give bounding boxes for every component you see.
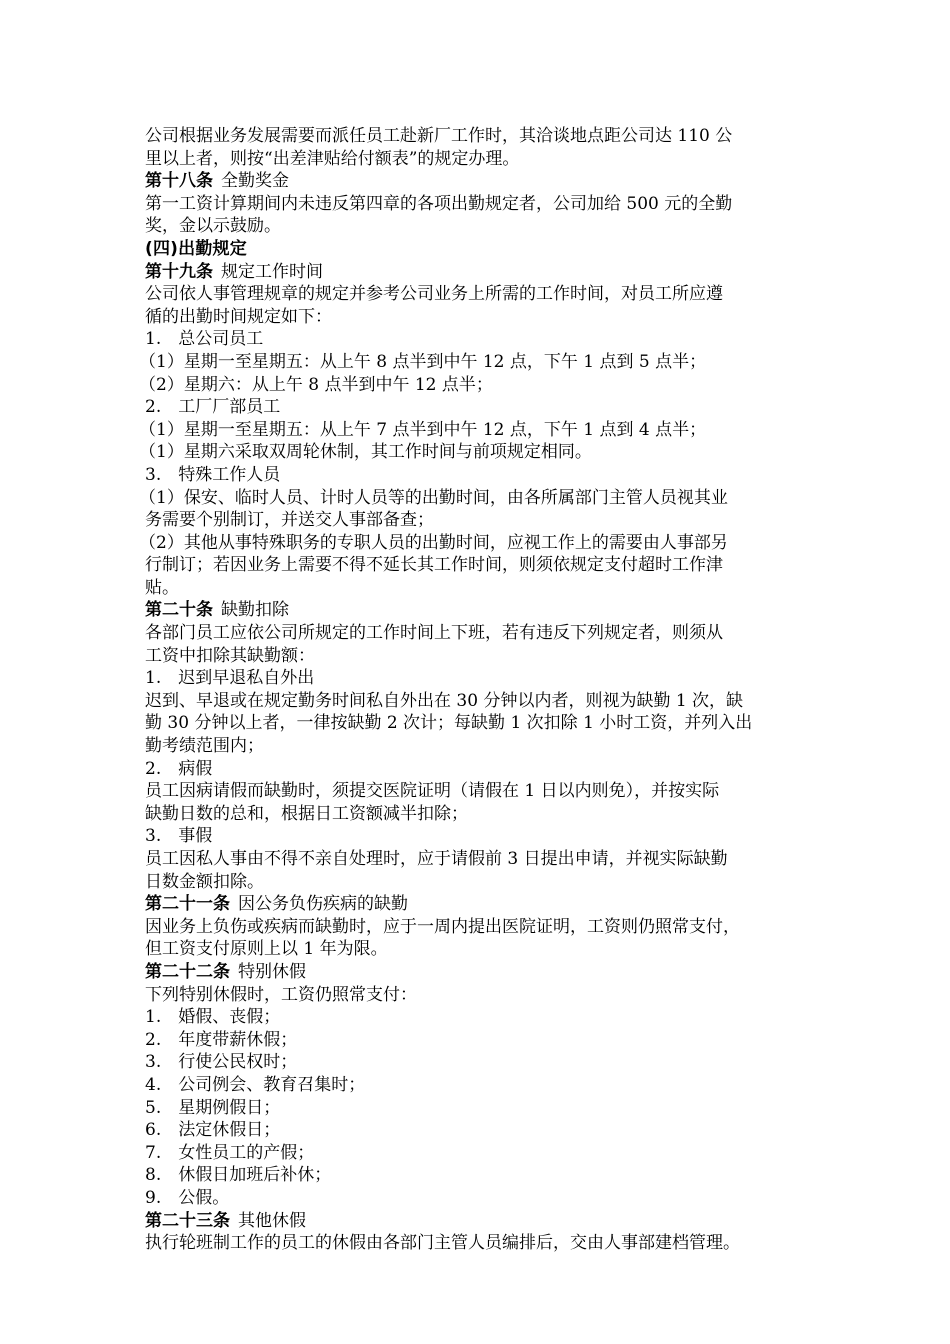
article-number: 第二十条	[145, 600, 213, 621]
paragraph-line: 1. 总公司员工	[145, 329, 264, 350]
paragraph-line: 6. 法定休假日；	[145, 1120, 281, 1141]
paragraph-line: 勤考绩范围内；	[145, 736, 264, 757]
paragraph-line: 2. 工厂厂部员工	[145, 397, 281, 418]
paragraph-line: 第一工资计算期间内未违反第四章的各项出勤规定者，公司加给 500 元的全勤	[145, 193, 733, 214]
article-heading	[145, 961, 810, 984]
paragraph-line: 公司依人事管理规章的规定并参考公司业务上所需的工作时间，对员工所应遵	[145, 284, 723, 305]
paragraph-line: 但工资支付原则上以 1 年为限。	[145, 939, 388, 960]
paragraph-line: 1. 迟到早退私自外出	[145, 668, 315, 689]
paragraph-line: 4. 公司例会、教育召集时；	[145, 1074, 366, 1095]
article-title: 缺勤扣除	[221, 600, 289, 621]
paragraph-line: 迟到、早退或在规定勤务时间私自外出在 30 分钟以内者，则视为缺勤 1 次，缺	[145, 690, 744, 711]
paragraph-line: 2. 年度带薪休假；	[145, 1029, 298, 1050]
article-number: 第二十三条	[145, 1210, 230, 1231]
paragraph-line: 员工因病请假而缺勤时，须提交医院证明（请假在 1 日以内则免），并按实际	[145, 781, 720, 802]
paragraph-line: （1）星期一至星期五：从上午 8 点半到中午 12 点，下午 1 点到 5 点半；	[139, 351, 707, 372]
paragraph-line: 9. 公假。	[145, 1187, 230, 1208]
paragraph-line: 循的出勤时间规定如下：	[145, 306, 332, 327]
article-heading	[145, 599, 810, 622]
paragraph-line: （2）其他从事特殊职务的专职人员的出勤时间，应视工作上的需要由人事部另	[139, 532, 728, 553]
article-heading	[145, 1210, 810, 1233]
article-number: 第二十一条	[145, 894, 230, 915]
paragraph-line: （2）星期六：从上午 8 点半到中午 12 点半；	[139, 374, 493, 395]
paragraph-line: 8. 休假日加班后补休；	[145, 1165, 332, 1186]
paragraph-line: （1）星期一至星期五：从上午 7 点半到中午 12 点，下午 1 点到 4 点半；	[139, 419, 707, 440]
paragraph-line: 5. 星期例假日；	[145, 1097, 281, 1118]
article-title: 其他休假	[238, 1210, 306, 1231]
paragraph-line: 缺勤日数的总和，根据日工资额减半扣除；	[145, 803, 468, 824]
article-title: 因公务负伤疾病的缺勤	[238, 894, 408, 915]
paragraph-line: 员工因私人事由不得不亲自处理时，应于请假前 3 日提出申请，并视实际缺勤	[145, 849, 728, 869]
paragraph-line: 日数金额扣除。	[145, 871, 264, 892]
article-number: 第十九条	[145, 261, 213, 282]
paragraph-line: 因业务上负伤或疾病而缺勤时，应于一周内提出医院证明，工资则仍照常支付，	[145, 916, 740, 937]
paragraph-line: 7. 女性员工的产假；	[145, 1142, 315, 1163]
paragraph-line: 里以上者，则按“出差津贴给付额表”的规定办理。	[145, 148, 520, 169]
paragraph-line: 行制订；若因业务上需要不得不延长其工作时间，则须依规定支付超时工作津	[145, 555, 723, 576]
paragraph-line: 下列特别休假时，工资仍照常支付：	[145, 984, 417, 1005]
paragraph-line: （1）星期六采取双周轮休制，其工作时间与前项规定相同。	[139, 442, 592, 463]
article-heading	[145, 170, 810, 193]
paragraph-line: 3. 特殊工作人员	[145, 464, 281, 485]
paragraph-line: 3. 事假	[145, 826, 213, 847]
paragraph-line: 3. 行使公民权时；	[145, 1052, 298, 1073]
section-heading: (四)出勤规定	[145, 238, 247, 259]
paragraph-line: 工资中扣除其缺勤额：	[145, 645, 315, 666]
paragraph-line: 务需要个别制订，并送交人事部备查；	[145, 510, 434, 531]
paragraph-line: 2. 病假	[145, 758, 213, 779]
article-heading	[145, 261, 810, 284]
paragraph-line: 奖，金以示鼓励。	[145, 216, 281, 237]
article-title: 特别休假	[238, 961, 306, 982]
paragraph-line: （1）保安、临时人员、计时人员等的出勤时间，由各所属部门主管人员视其业	[139, 487, 728, 508]
article-heading	[145, 893, 810, 916]
article-title: 全勤奖金	[221, 171, 289, 192]
paragraph-line: 各部门员工应依公司所规定的工作时间上下班，若有违反下列规定者，则须从	[145, 623, 723, 644]
paragraph-line: 执行轮班制工作的员工的休假由各部门主管人员编排后，交由人事部建档管理。	[145, 1233, 740, 1254]
article-number: 第二十二条	[145, 961, 230, 982]
paragraph-line: 1. 婚假、丧假；	[145, 1007, 281, 1028]
article-number: 第十八条	[145, 171, 213, 192]
article-title: 规定工作时间	[221, 261, 323, 282]
document-page	[139, 125, 810, 1255]
paragraph-line: 公司根据业务发展需要而派任员工赴新厂工作时，其洽谈地点距公司达 110 公	[145, 126, 733, 146]
paragraph-line: 勤 30 分钟以上者，一律按缺勤 2 次计；每缺勤 1 次扣除 1 小时工资，并列入出	[145, 713, 753, 734]
paragraph-line: 贴。	[145, 577, 179, 598]
